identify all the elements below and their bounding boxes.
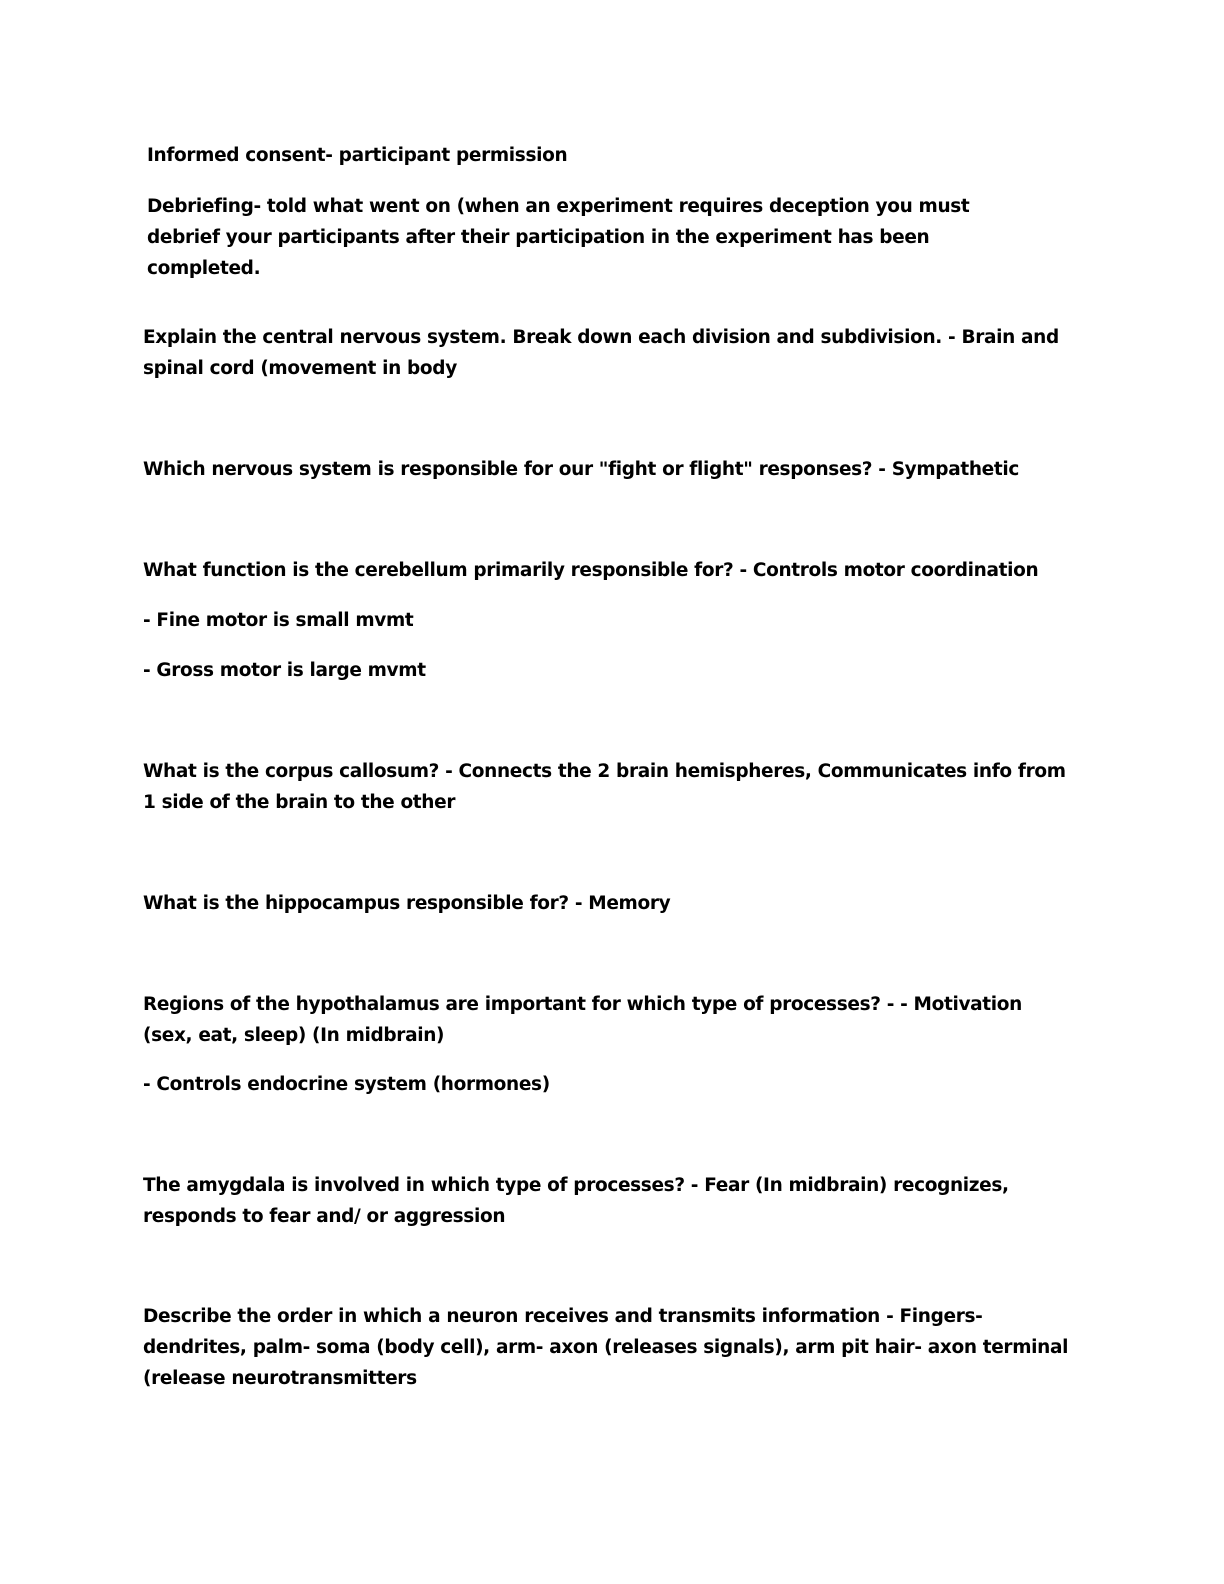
paragraph-gross-motor: - Gross motor is large mvmt bbox=[143, 660, 426, 681]
paragraph-fight-or-flight: Which nervous system is responsible for our "fight or flight" responses? - Sympathetic bbox=[143, 459, 1019, 480]
paragraph-neuron-order: Describe the order in which a neuron receives and transmits information - Fingers- dendrites, palm- soma (body cell), arm- axon (releases signals), arm pit hair- axon terminal (release neurotransmitters bbox=[143, 1306, 1069, 1389]
paragraph-corpus-callosum: What is the corpus callosum? - Connects the 2 brain hemispheres, Communicates info from 1 side of the brain to the other bbox=[143, 761, 1066, 813]
paragraph-fine-motor: - Fine motor is small mvmt bbox=[143, 610, 414, 631]
paragraph-hypothalamus: Regions of the hypothalamus are important for which type of processes? - - Motivation (sex, eat, sleep) (In midbrain) bbox=[143, 994, 1022, 1046]
paragraph-central-nervous-system: Explain the central nervous system. Break down each division and subdivision. - Brain and spinal cord (movement in body bbox=[143, 327, 1059, 379]
paragraph-hippocampus: What is the hippocampus responsible for? - Memory bbox=[143, 893, 671, 914]
paragraph-debriefing: Debriefing- told what went on (when an experiment requires deception you must debrief your participants after their participation in the experiment has been completed. bbox=[147, 196, 970, 279]
paragraph-informed-consent: Informed consent- participant permission bbox=[147, 145, 568, 166]
paragraph-amygdala: The amygdala is involved in which type of processes? - Fear (In midbrain) recognizes, responds to fear and/ or aggression bbox=[143, 1175, 1009, 1227]
paragraph-cerebellum: What function is the cerebellum primarily responsible for? - Controls motor coordination bbox=[143, 560, 1039, 581]
paragraph-endocrine: - Controls endocrine system (hormones) bbox=[143, 1074, 550, 1095]
